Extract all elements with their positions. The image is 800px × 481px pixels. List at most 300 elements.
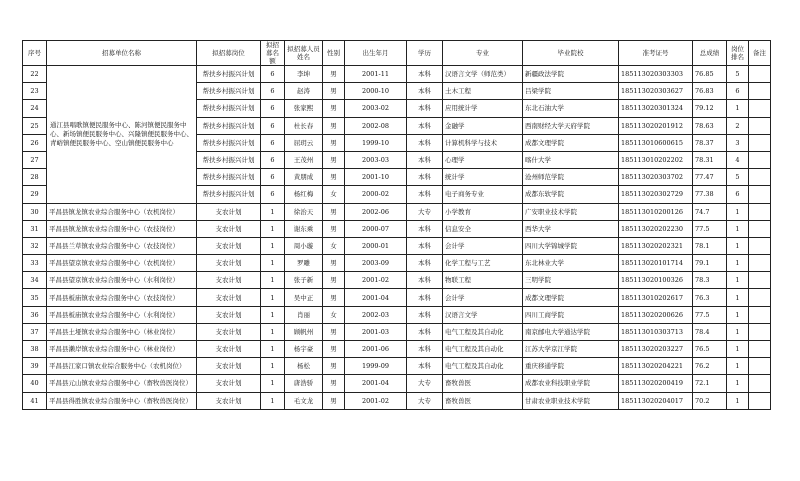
exam-number-cell: 185113020200626 [619,306,693,323]
candidate-name-cell: 黄朋成 [285,169,323,186]
row-number-cell: 27 [23,151,47,168]
education-cell: 本科 [407,323,443,340]
remarks-cell [749,100,771,117]
quota-cell: 6 [261,151,285,168]
post-name-cell: 支农计划 [197,323,261,340]
gender-cell: 男 [323,83,345,100]
birth-date-cell: 2003-03 [345,151,407,168]
gender-cell: 男 [323,323,345,340]
header-cell: 序号 [23,41,47,66]
graduate-school-cell: 成都东软学院 [523,186,619,203]
candidate-name-cell: 唐浩骄 [285,375,323,392]
education-cell: 本科 [407,341,443,358]
education-cell: 本科 [407,100,443,117]
exam-number-cell: 185113010202617 [619,289,693,306]
exam-number-cell: 185113020303702 [619,169,693,186]
post-name-cell: 支农计划 [197,289,261,306]
birth-date-cell: 2002-03 [345,306,407,323]
major-cell: 电气工程及其自动化 [443,358,523,375]
post-rank-cell: 5 [727,66,749,83]
post-rank-cell: 1 [727,237,749,254]
education-cell: 本科 [407,117,443,134]
remarks-cell [749,255,771,272]
remarks-cell [749,358,771,375]
row-number-cell: 36 [23,306,47,323]
header-cell: 专业 [443,41,523,66]
recruiting-unit-cell: 平昌县江家口镇农业综合服务中心（农机岗位） [47,358,197,375]
candidate-name-cell: 罗雕 [285,255,323,272]
gender-cell: 男 [323,255,345,272]
remarks-cell [749,151,771,168]
table-row [23,392,771,409]
candidate-name-cell: 杨宇豪 [285,341,323,358]
post-rank-cell: 5 [727,169,749,186]
post-name-cell: 帮扶乡村振兴计划 [197,66,261,83]
exam-number-cell: 185113020303303 [619,66,693,83]
major-cell: 应用统计学 [443,100,523,117]
gender-cell: 男 [323,358,345,375]
gender-cell: 男 [323,203,345,220]
exam-number-cell: 185113010202202 [619,151,693,168]
major-cell: 信息安全 [443,220,523,237]
quota-cell: 1 [261,272,285,289]
post-name-cell: 支农计划 [197,375,261,392]
gender-cell: 男 [323,134,345,151]
major-cell: 电气工程及其自动化 [443,341,523,358]
table-row [23,255,771,272]
recruiting-unit-cell: 平昌县望京镇农业综合服务中心（农机岗位） [47,255,197,272]
quota-cell: 1 [261,289,285,306]
post-rank-cell: 1 [727,392,749,409]
gender-cell: 男 [323,289,345,306]
education-cell: 大专 [407,392,443,409]
header-cell: 岗位排名 [727,41,749,66]
post-name-cell: 支农计划 [197,220,261,237]
row-number-cell: 30 [23,203,47,220]
post-rank-cell: 1 [727,358,749,375]
row-number-cell: 32 [23,237,47,254]
remarks-cell [749,169,771,186]
gender-cell: 男 [323,392,345,409]
post-rank-cell: 1 [727,375,749,392]
total-score-cell: 77.5 [693,220,727,237]
total-score-cell: 78.4 [693,323,727,340]
candidate-name-cell: 李坤 [285,66,323,83]
birth-date-cell: 2001-04 [345,375,407,392]
birth-date-cell: 2001-02 [345,392,407,409]
post-name-cell: 支农计划 [197,203,261,220]
remarks-cell [749,220,771,237]
birth-date-cell: 2001-04 [345,289,407,306]
exam-number-cell: 185113020203227 [619,341,693,358]
major-cell: 会计学 [443,237,523,254]
post-name-cell: 帮扶乡村振兴计划 [197,134,261,151]
remarks-cell [749,83,771,100]
quota-cell: 6 [261,83,285,100]
gender-cell: 男 [323,100,345,117]
table-row [23,289,771,306]
row-number-cell: 22 [23,66,47,83]
post-name-cell: 支农计划 [197,306,261,323]
graduate-school-cell: 成都文理学院 [523,134,619,151]
row-number-cell: 39 [23,358,47,375]
header-cell: 准考证号 [619,41,693,66]
candidate-name-cell: 张家熙 [285,100,323,117]
quota-cell: 1 [261,323,285,340]
post-rank-cell: 1 [727,272,749,289]
education-cell: 本科 [407,272,443,289]
post-rank-cell: 1 [727,203,749,220]
total-score-cell: 76.83 [693,83,727,100]
total-score-cell: 72.1 [693,375,727,392]
post-rank-cell: 6 [727,83,749,100]
graduate-school-cell: 喀什大学 [523,151,619,168]
remarks-cell [749,134,771,151]
gender-cell: 女 [323,306,345,323]
major-cell: 畜牧兽医 [443,392,523,409]
graduate-school-cell: 四川大学锦城学院 [523,237,619,254]
exam-number-cell: 185113020204017 [619,392,693,409]
major-cell: 电气工程及其自动化 [443,323,523,340]
quota-cell: 6 [261,169,285,186]
remarks-cell [749,203,771,220]
row-number-cell: 31 [23,220,47,237]
candidate-name-cell: 顾帆州 [285,323,323,340]
table-row [23,358,771,375]
exam-number-cell: 185113020204221 [619,358,693,375]
quota-cell: 1 [261,358,285,375]
total-score-cell: 78.3 [693,272,727,289]
row-number-cell: 41 [23,392,47,409]
table-row [23,220,771,237]
table-row [23,203,771,220]
total-score-cell: 79.12 [693,100,727,117]
graduate-school-cell: 广安职业技术学院 [523,203,619,220]
total-score-cell: 78.1 [693,237,727,254]
table-row [23,66,771,83]
birth-date-cell: 2001-03 [345,323,407,340]
post-name-cell: 支农计划 [197,358,261,375]
total-score-cell: 77.38 [693,186,727,203]
total-score-cell: 76.3 [693,289,727,306]
candidate-name-cell: 杨红梅 [285,186,323,203]
major-cell: 心理学 [443,151,523,168]
gender-cell: 男 [323,220,345,237]
candidate-name-cell: 杜长春 [285,117,323,134]
table-row [23,237,771,254]
header-cell: 毕业院校 [523,41,619,66]
major-cell: 电子商务专业 [443,186,523,203]
quota-cell: 6 [261,66,285,83]
graduate-school-cell: 甘肃农业职业技术学院 [523,392,619,409]
birth-date-cell: 1999-09 [345,358,407,375]
row-number-cell: 28 [23,169,47,186]
quota-cell: 1 [261,255,285,272]
education-cell: 大专 [407,375,443,392]
birth-date-cell: 2002-08 [345,117,407,134]
education-cell: 大专 [407,203,443,220]
quota-cell: 1 [261,306,285,323]
education-cell: 本科 [407,169,443,186]
education-cell: 本科 [407,237,443,254]
post-rank-cell: 3 [727,134,749,151]
education-cell: 本科 [407,186,443,203]
row-number-cell: 35 [23,289,47,306]
row-number-cell: 24 [23,100,47,117]
remarks-cell [749,375,771,392]
exam-number-cell: 185113010600615 [619,134,693,151]
major-cell: 物联工程 [443,272,523,289]
post-name-cell: 支农计划 [197,272,261,289]
row-number-cell: 38 [23,341,47,358]
recruiting-unit-cell: 平昌县镇龙镇农业综合服务中心（农机岗位） [47,203,197,220]
recruiting-unit-cell: 平昌县兰草镇农业综合服务中心（农技岗位） [47,237,197,254]
education-cell: 本科 [407,83,443,100]
remarks-cell [749,66,771,83]
post-rank-cell: 6 [727,186,749,203]
education-cell: 本科 [407,358,443,375]
education-cell: 本科 [407,66,443,83]
candidate-name-cell: 王茂州 [285,151,323,168]
post-name-cell: 支农计划 [197,341,261,358]
header-cell: 学历 [407,41,443,66]
post-rank-cell: 2 [727,117,749,134]
major-cell: 统计学 [443,169,523,186]
exam-number-cell: 185113010200126 [619,203,693,220]
post-name-cell: 帮扶乡村振兴计划 [197,83,261,100]
remarks-cell [749,392,771,409]
candidate-name-cell: 谢东乘 [285,220,323,237]
exam-number-cell: 185113020202230 [619,220,693,237]
candidate-name-cell: 徐治天 [285,203,323,220]
post-rank-cell: 1 [727,323,749,340]
header-cell: 备注 [749,41,771,66]
graduate-school-cell: 东北林业大学 [523,255,619,272]
candidate-name-cell: 周小璇 [285,237,323,254]
recruiting-unit-cell: 平昌县得胜镇农业综合服务中心（畜牧兽医岗位） [47,392,197,409]
quota-cell: 6 [261,134,285,151]
graduate-school-cell: 新疆政法学院 [523,66,619,83]
row-number-cell: 25 [23,117,47,134]
graduate-school-cell: 吕梁学院 [523,83,619,100]
header-cell: 拟招募人员姓名 [285,41,323,66]
quota-cell: 1 [261,375,285,392]
recruiting-unit-cell: 平昌县濑岸镇农业综合服务中心（林业岗位） [47,341,197,358]
post-rank-cell: 1 [727,289,749,306]
birth-date-cell: 2001-11 [345,66,407,83]
post-name-cell: 支农计划 [197,255,261,272]
education-cell: 本科 [407,134,443,151]
results-table-page [22,40,771,410]
graduate-school-cell: 东北石油大学 [523,100,619,117]
graduate-school-cell: 江苏大学京江学院 [523,341,619,358]
education-cell: 本科 [407,220,443,237]
gender-cell: 男 [323,169,345,186]
total-score-cell: 74.7 [693,203,727,220]
recruiting-unit-cell: 平昌县望京镇农业综合服务中心（水利岗位） [47,272,197,289]
post-name-cell: 帮扶乡村振兴计划 [197,117,261,134]
gender-cell: 女 [323,237,345,254]
birth-date-cell: 2000-02 [345,186,407,203]
header-cell: 招募单位名称 [47,41,197,66]
candidate-name-cell: 肖丽 [285,306,323,323]
birth-date-cell: 2001-02 [345,272,407,289]
total-score-cell: 70.2 [693,392,727,409]
post-name-cell: 帮扶乡村振兴计划 [197,169,261,186]
quota-cell: 6 [261,186,285,203]
remarks-cell [749,272,771,289]
recruiting-unit-cell: 平昌县土垭镇农业综合服务中心（林业岗位） [47,323,197,340]
birth-date-cell: 2000-01 [345,237,407,254]
candidate-name-cell: 杨松 [285,358,323,375]
total-score-cell: 76.85 [693,66,727,83]
remarks-cell [749,323,771,340]
total-score-cell: 78.31 [693,151,727,168]
remarks-cell [749,306,771,323]
major-cell: 会计学 [443,289,523,306]
quota-cell: 6 [261,100,285,117]
exam-number-cell: 185113020302729 [619,186,693,203]
exam-number-cell: 185113020101714 [619,255,693,272]
birth-date-cell: 2003-09 [345,255,407,272]
birth-date-cell: 1999-10 [345,134,407,151]
post-rank-cell: 1 [727,220,749,237]
recruiting-unit-cell: 平昌县板庙镇农业综合服务中心（水利岗位） [47,306,197,323]
graduate-school-cell: 四川工商学院 [523,306,619,323]
post-name-cell: 帮扶乡村振兴计划 [197,100,261,117]
table-row [23,323,771,340]
post-rank-cell: 1 [727,341,749,358]
graduate-school-cell: 三明学院 [523,272,619,289]
education-cell: 本科 [407,306,443,323]
post-name-cell: 帮扶乡村振兴计划 [197,151,261,168]
quota-cell: 1 [261,237,285,254]
exam-number-cell: 185113020202321 [619,237,693,254]
total-score-cell: 79.1 [693,255,727,272]
exam-number-cell: 185113020100326 [619,272,693,289]
birth-date-cell: 2000-10 [345,83,407,100]
major-cell: 小学教育 [443,203,523,220]
header-row [23,41,771,66]
post-rank-cell: 4 [727,151,749,168]
header-cell: 总成绩 [693,41,727,66]
header-cell: 性别 [323,41,345,66]
total-score-cell: 77.5 [693,306,727,323]
candidate-name-cell: 赵涛 [285,83,323,100]
birth-date-cell: 2001-06 [345,341,407,358]
recruiting-unit-cell: 通江县唱歌镇便民服务中心、陈河镇便民服务中心、新场镇便民服务中心、兴隆镇便民服务中心、青峪镇便民服务中心、空山镇便民服务中心 [47,66,197,204]
post-rank-cell: 1 [727,255,749,272]
graduate-school-cell: 西华大学 [523,220,619,237]
row-number-cell: 34 [23,272,47,289]
quota-cell: 1 [261,341,285,358]
table-row [23,341,771,358]
post-rank-cell: 1 [727,306,749,323]
candidate-name-cell: 吴中正 [285,289,323,306]
total-score-cell: 76.5 [693,341,727,358]
gender-cell: 男 [323,375,345,392]
total-score-cell: 76.2 [693,358,727,375]
major-cell: 金融学 [443,117,523,134]
candidate-name-cell: 毛文龙 [285,392,323,409]
post-name-cell: 帮扶乡村振兴计划 [197,186,261,203]
gender-cell: 男 [323,66,345,83]
table-row [23,272,771,289]
remarks-cell [749,237,771,254]
header-cell: 拟招募岗位 [197,41,261,66]
birth-date-cell: 2001-10 [345,169,407,186]
row-number-cell: 40 [23,375,47,392]
birth-date-cell: 2003-02 [345,100,407,117]
remarks-cell [749,341,771,358]
exam-number-cell: 185113020303627 [619,83,693,100]
exam-number-cell: 185113020301324 [619,100,693,117]
gender-cell: 男 [323,272,345,289]
recruiting-unit-cell: 平昌县镇龙镇农业综合服务中心（农技岗位） [47,220,197,237]
total-score-cell: 78.63 [693,117,727,134]
graduate-school-cell: 南京邮电大学通达学院 [523,323,619,340]
row-number-cell: 26 [23,134,47,151]
education-cell: 本科 [407,255,443,272]
recruitment-results-table [22,40,771,410]
total-score-cell: 77.47 [693,169,727,186]
candidate-name-cell: 张子新 [285,272,323,289]
major-cell: 化学工程与工艺 [443,255,523,272]
graduate-school-cell: 重庆移通学院 [523,358,619,375]
quota-cell: 1 [261,203,285,220]
birth-date-cell: 2000-07 [345,220,407,237]
total-score-cell: 78.37 [693,134,727,151]
post-name-cell: 支农计划 [197,392,261,409]
row-number-cell: 29 [23,186,47,203]
header-cell: 出生年月 [345,41,407,66]
row-number-cell: 37 [23,323,47,340]
remarks-cell [749,117,771,134]
quota-cell: 1 [261,220,285,237]
header-cell: 拟招募名额 [261,41,285,66]
recruiting-unit-cell: 平昌县元山镇农业综合服务中心（畜牧兽医岗位） [47,375,197,392]
row-number-cell: 23 [23,83,47,100]
candidate-name-cell: 屈玥云 [285,134,323,151]
table-body [23,66,771,410]
gender-cell: 男 [323,151,345,168]
exam-number-cell: 185113010303713 [619,323,693,340]
gender-cell: 女 [323,186,345,203]
major-cell: 畜牧兽医 [443,375,523,392]
major-cell: 土木工程 [443,83,523,100]
table-row [23,306,771,323]
gender-cell: 男 [323,341,345,358]
remarks-cell [749,289,771,306]
exam-number-cell: 185113020200419 [619,375,693,392]
recruiting-unit-cell: 平昌县板庙镇农业综合服务中心（农技岗位） [47,289,197,306]
remarks-cell [749,186,771,203]
exam-number-cell: 185113020201912 [619,117,693,134]
graduate-school-cell: 成都农业科技职业学院 [523,375,619,392]
post-name-cell: 支农计划 [197,237,261,254]
education-cell: 本科 [407,151,443,168]
post-rank-cell: 1 [727,100,749,117]
gender-cell: 男 [323,117,345,134]
education-cell: 本科 [407,289,443,306]
quota-cell: 6 [261,117,285,134]
graduate-school-cell: 成都文理学院 [523,289,619,306]
graduate-school-cell: 西南财经大学天府学院 [523,117,619,134]
birth-date-cell: 2002-06 [345,203,407,220]
row-number-cell: 33 [23,255,47,272]
graduate-school-cell: 沧州师范学院 [523,169,619,186]
table-row [23,375,771,392]
